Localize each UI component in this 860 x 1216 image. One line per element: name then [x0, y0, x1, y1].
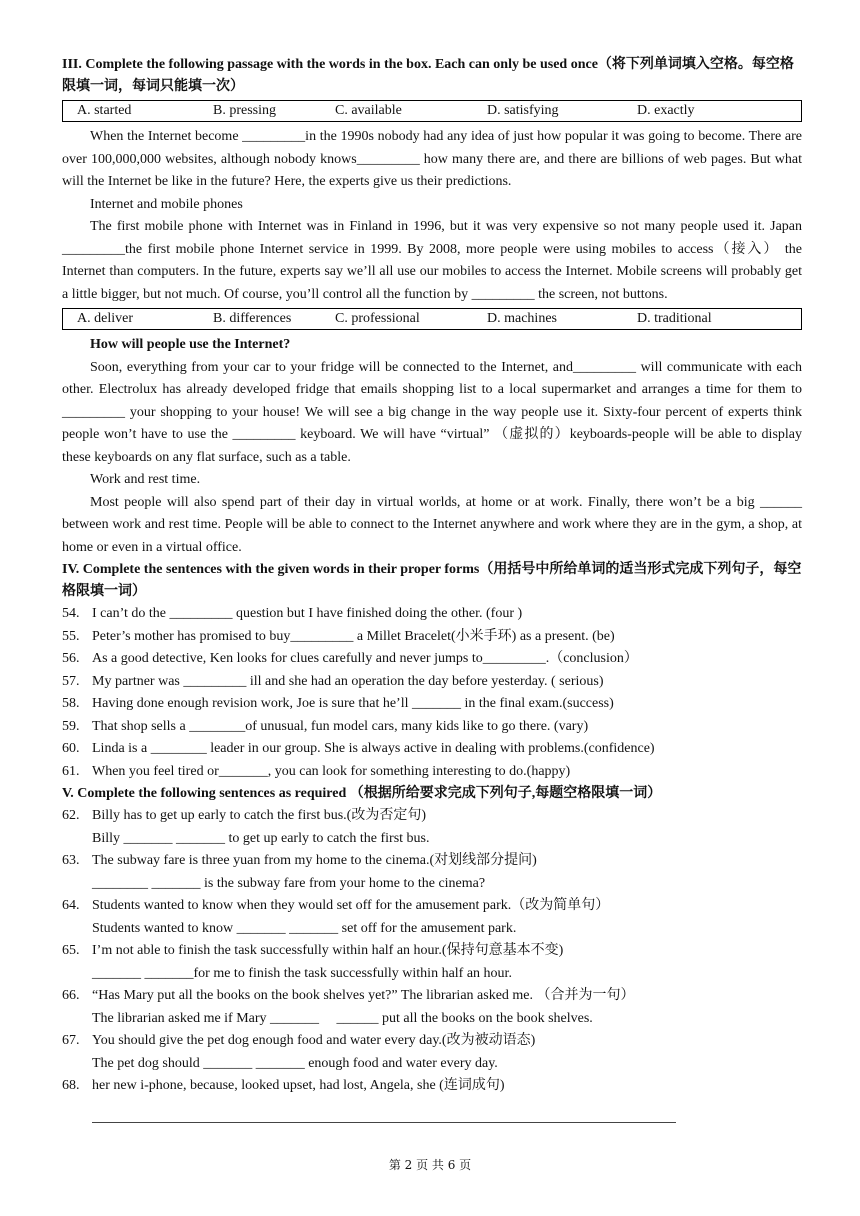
word-option: C. professional — [335, 311, 420, 326]
section4-title: IV. Complete the sentences with the given words in their proper forms（用括号中所给单词的适当形式完成下列句子，每空格限填一词） — [62, 562, 802, 599]
answer-sentence: The pet dog should _______ _______ enough food and water every day. — [92, 1055, 498, 1071]
word-option: C. available — [335, 103, 402, 118]
question-item: 59. That shop sells a ________of unusual, fun model cars, many kids like to go there. (vary) — [62, 718, 589, 734]
question-item: 56. As a good detective, Ken looks for clues carefully and never jumps to_________.（conclusion） — [62, 651, 638, 666]
passage-paragraph: When the Internet become _________in the 1990s nobody had any idea of just how popular it was going to become. There are over 100,000,000 websites, although nobody knows_________ how many there are, and there are billions of web pages. But what will the Internet be like in the future? Here, the experts give us their predictions. — [62, 129, 802, 189]
passage-paragraph: Most people will also spend part of their day in virtual worlds, at home or at work. Finally, there won’t be a big ______ between work and rest time. People will be able to connect to the Internet anywhere and work where they are in the gym, a shop, at home or even in a virtual office. — [62, 494, 802, 555]
question-item: 68. her new i-phone, because, looked upset, had lost, Angela, she (连词成句) — [62, 1078, 505, 1093]
answer-sentence: Students wanted to know _______ _______ set off for the amusement park. — [92, 920, 517, 936]
answer-sentence: _______ _______for me to finish the task successfully within half an hour. — [92, 965, 512, 981]
answer-sentence: ________ _______ is the subway fare from your home to the cinema? — [92, 875, 486, 891]
section5-title: V. Complete the following sentences as required （根据所给要求完成下列句子,每题空格限填一词） — [62, 786, 662, 801]
question-item: 55. Peter’s mother has promised to buy_________ a Millet Bracelet(小米手环) as a present. (be) — [62, 628, 615, 644]
word-option: D. exactly — [637, 103, 695, 118]
passage-paragraph: The first mobile phone with Internet was in Finland in 1996, but it was very expensive so not many people used it. Japan _________the first mobile phone Internet service in 1999. By 2008, more people were using mobiles to access（接入） the Internet than computers. In the future, experts say we’ll all use our mobiles to access the Internet. Mobile screens will probably get a little bigger, but not much. Of course, you’ll control all the function by _________ the screen, not buttons. — [62, 219, 802, 302]
question-item: 64. Students wanted to know when they would set off for the amusement park.（改为简单句） — [62, 898, 610, 913]
question-item: 54. I can’t do the _________ question but I have finished doing the other. (four ) — [62, 606, 523, 621]
worksheet-page — [62, 54, 802, 1123]
passage-subheading: Internet and mobile phones — [90, 196, 243, 212]
word-option: A. deliver — [77, 311, 133, 326]
answer-line[interactable] — [92, 1108, 676, 1123]
passage-subheading: How will people use the Internet? — [90, 337, 291, 352]
question-item: 67. You should give the pet dog enough food and water every day.(改为被动语态) — [62, 1033, 536, 1048]
section3-title: III. Complete the following passage with the words in the box. Each can only be used once（将下列单词填入空格。每空格限填一词，每词只能填一次） — [62, 57, 794, 94]
question-item: 57. My partner was _________ ill and she had an operation the day before yesterday. ( serious) — [62, 673, 604, 689]
question-item: 61. When you feel tired or_______, you can look for something interesting to do.(happy) — [62, 763, 571, 779]
word-box-2 — [62, 308, 802, 330]
passage-paragraph: Soon, everything from your car to your fridge will be connected to the Internet, and_________ will communicate with each other. Electrolux has already developed fridge that emails shopping list to a local supermarket and arranges a time for them to _________ your shopping to your house! We will see a big change in the way people use it. Sixty-four percent of experts think people won’t have to use the _________ keyboard. We will have “virtual” （虚拟的）keyboards-people will be able to display these keyboards on any flat surface, such as a table. — [62, 359, 802, 465]
word-option: A. started — [77, 103, 132, 118]
question-item: 66. “Has Mary put all the books on the book shelves yet?” The librarian asked me. （合并为一句） — [62, 988, 635, 1003]
word-option: D. traditional — [637, 311, 712, 326]
page-footer: 第 2 页 共 6 页 — [388, 1158, 472, 1172]
question-item: 58. Having done enough revision work, Joe is sure that he’ll _______ in the final exam.(success) — [62, 696, 614, 711]
word-box-1 — [62, 100, 802, 122]
question-item: 60. Linda is a ________ leader in our group. She is always active in dealing with problems.(confidence) — [62, 741, 655, 756]
section5-list — [62, 805, 802, 1123]
word-option: D. machines — [487, 311, 557, 326]
question-item: 63. The subway fare is three yuan from my home to the cinema.(对划线部分提问) — [62, 853, 537, 868]
question-item: 62. Billy has to get up early to catch the first bus.(改为否定句) — [62, 808, 426, 823]
word-option: B. differences — [213, 311, 292, 326]
question-item: 65. I’m not able to finish the task successfully within half an hour.(保持句意基本不变) — [62, 943, 564, 958]
answer-sentence: Billy _______ _______ to get up early to catch the first bus. — [92, 830, 430, 846]
answer-sentence: The librarian asked me if Mary _______ ______ put all the books on the book shelves. — [92, 1010, 593, 1026]
word-option: B. pressing — [213, 103, 276, 118]
word-option: D. satisfying — [487, 103, 559, 118]
section4-list — [62, 603, 802, 783]
passage-subheading: Work and rest time. — [90, 472, 201, 487]
